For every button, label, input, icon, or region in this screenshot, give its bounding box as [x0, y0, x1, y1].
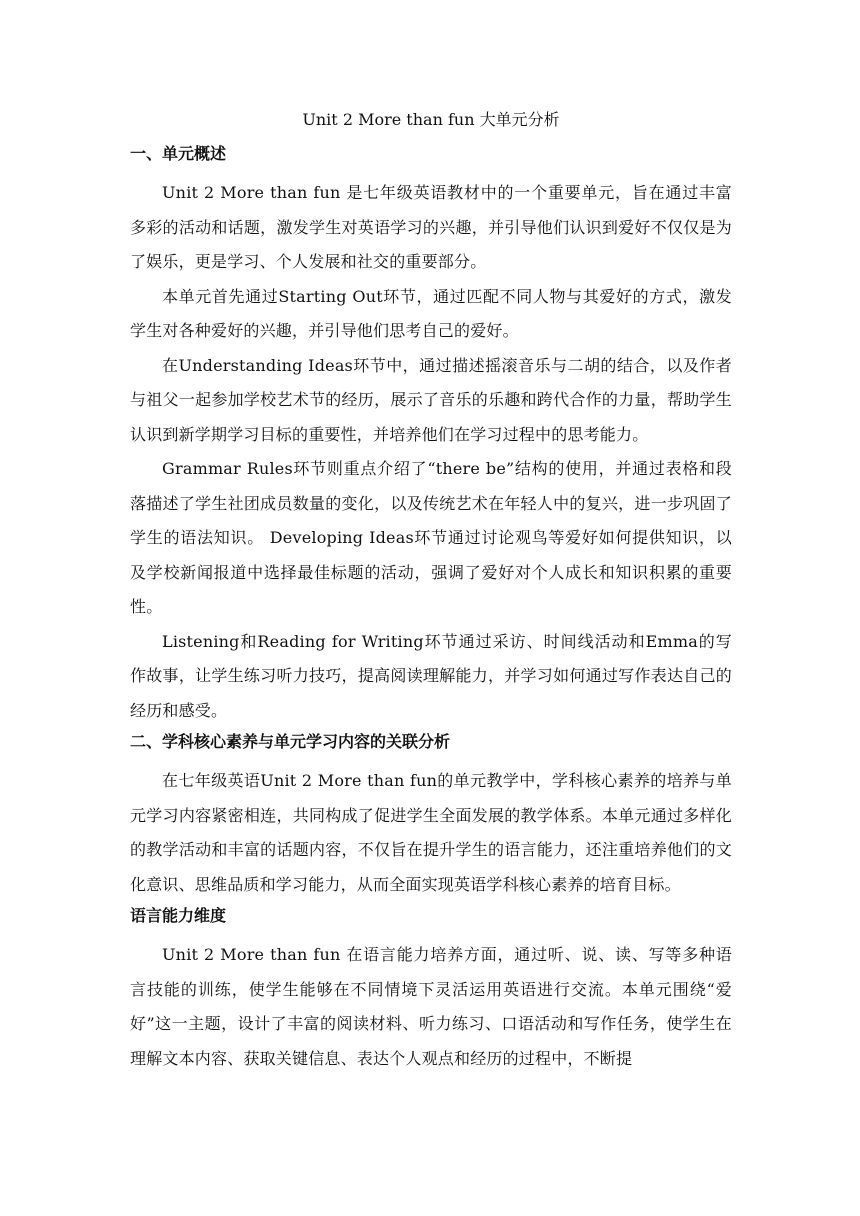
- paragraph: 在七年级英语Unit 2 More than fun的单元教学中，学科核心素养的培养与单元学习内容紧密相连，共同构成了促进学生全面发展的教学体系。本单元通过多样化的教学活动和丰富的话题内容，不仅旨在提升学生的语言能力，还注重培养他们的文化意识、思维品质和学习能力，从而全面实现英语学科核心素养的培育目标。: [130, 771, 732, 894]
- paragraph: Listening和Reading for Writing环节通过采访、时间线活动和Emma的写作故事，让学生练习听力技巧，提高阅读理解能力，并学习如何通过写作表达自己的经历和感受。: [130, 631, 732, 720]
- paragraph: 在Understanding Ideas环节中，通过描述摇滚音乐与二胡的结合，以及作者与祖父一起参加学校艺术节的经历，展示了音乐的乐趣和跨代合作的力量，帮助学生认识到新学期学习目标的重要性，并培养他们在学习过程中的思考能力。: [130, 355, 732, 444]
- subsection-heading-language-ability: 语言能力维度: [130, 906, 227, 925]
- paragraph: 本单元首先通过Starting Out环节，通过匹配不同人物与其爱好的方式，激发学生对各种爱好的兴趣，并引导他们思考自己的爱好。: [130, 286, 732, 340]
- paragraph: Grammar Rules环节则重点介绍了“there be”结构的使用，并通过表格和段落描述了学生社团成员数量的变化，以及传统艺术在年轻人中的复兴，进一步巩固了学生的语法知识。 Developing Ideas环节通过讨论观鸟等爱好如何提供知识，以及学校新闻报道中选择最佳标题的活动，强调了爱好对个人成长和知识积累的重要性。: [130, 459, 732, 616]
- document-title: Unit 2 More than fun 大单元分析: [302, 110, 560, 129]
- document-body: [130, 108, 732, 1076]
- section-heading-overview: 一、单元概述: [130, 144, 227, 163]
- section-heading-core-literacy: 二、学科核心素养与单元学习内容的关联分析: [130, 732, 451, 751]
- paragraph: Unit 2 More than fun 在语言能力培养方面，通过听、说、读、写等多种语言技能的训练，使学生能够在不同情境下灵活运用英语进行交流。本单元围绕“爱好”这一主题，设计了丰富的阅读材料、听力练习、口语活动和写作任务，使学生在理解文本内容、获取关键信息、表达个人观点和经历的过程中，不断提: [130, 945, 732, 1068]
- paragraph: Unit 2 More than fun 是七年级英语教材中的一个重要单元，旨在通过丰富多彩的活动和话题，激发学生对英语学习的兴趣，并引导他们认识到爱好不仅仅是为了娱乐，更是学习、个人发展和社交的重要部分。: [130, 183, 732, 271]
